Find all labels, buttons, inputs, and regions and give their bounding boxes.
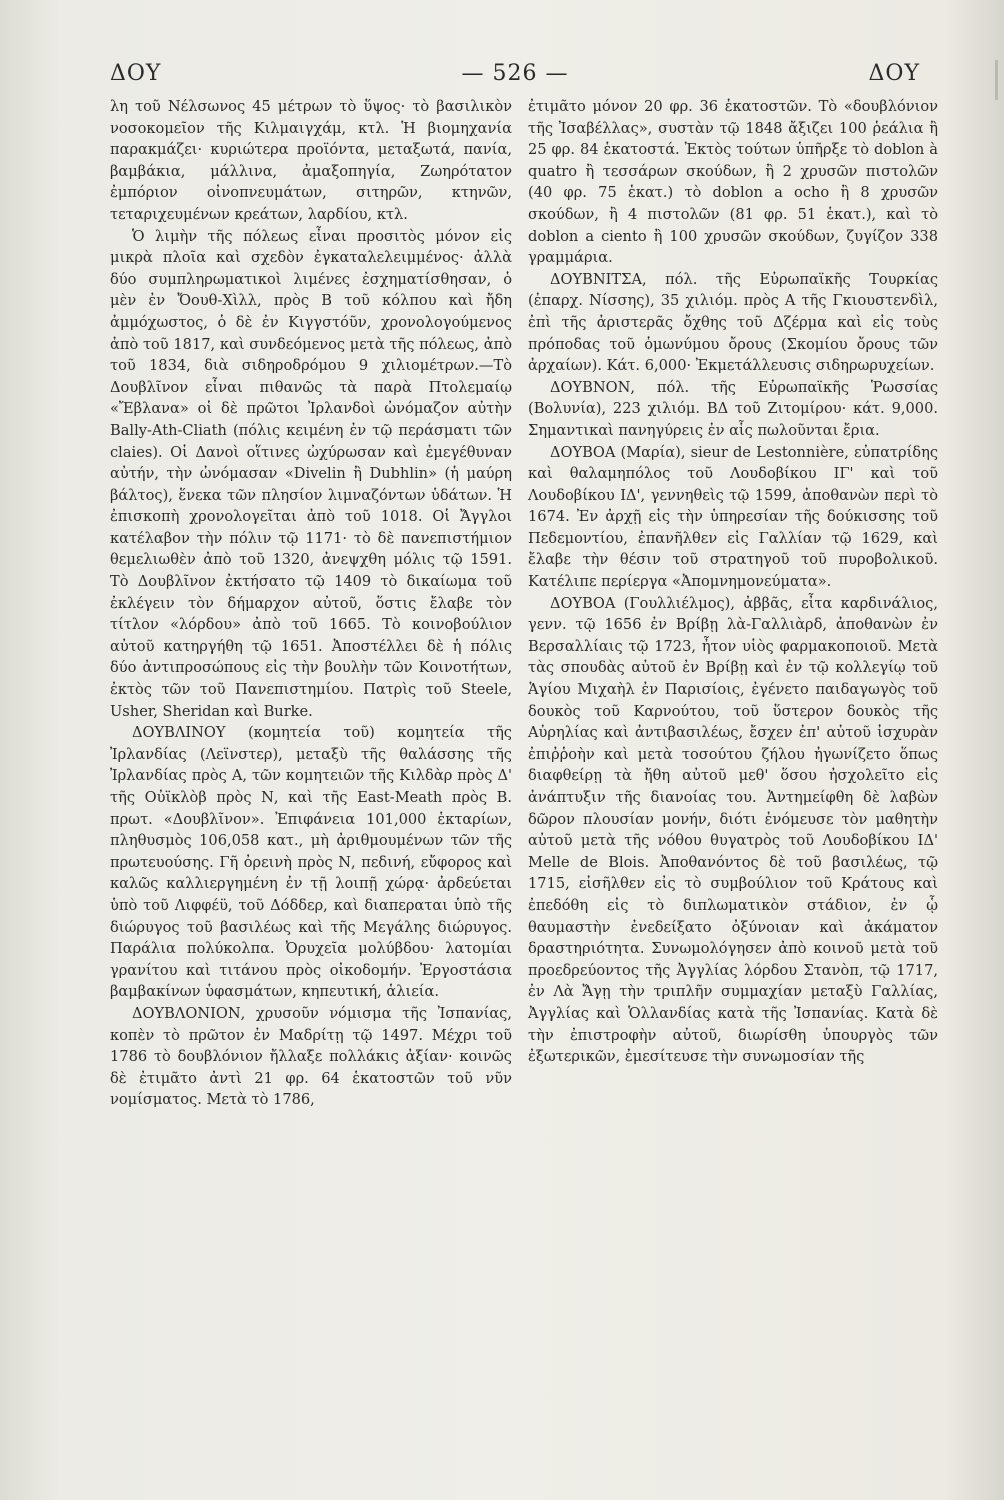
running-head-left: ΔΟΥ [110, 60, 162, 86]
entry-doublinou: ΔΟΥΒΛΙΝΟΥ (κομητεία τοῦ) κομητεία τῆς Ἰρλανδίας (Λεϊνστερ), μεταξὺ τῆς θαλάσσης τῆς Ἰρλανδίας πρὸς Α, τῶν κομητειῶν τῆς Κιλδὰρ πρὸς Δ' τῆς Οὐϊκλὸβ πρὸς Ν, καὶ τῆς East-Meath πρὸς Β. πρωτ. «Δουβλῖνον». Ἐπιφάνεια 101,000 ἑκταρίων, πληθυσμὸς 106,058 κατ., μὴ ἀριθμουμένων τῶν τῆς πρωτευούσης. Γῆ ὀρεινὴ πρὸς Ν, πεδινή, εὔφορος καὶ καλῶς καλλιεργημένη ἐν τῇ λοιπῇ χώρᾳ· ἀρδεύεται ὑπὸ τοῦ Λιφφέϋ, τοῦ Δόδδερ, καὶ διαπεραται ὑπὸ τῆς διώρυγος τοῦ βασιλέως καὶ τῆς Μεγάλης διώρυγος. Παράλια πολύκολπα. Ὀρυχεῖα μολύβδου· λατομίαι γρανίτου καὶ τιτάνου πρὸς οἰκοδομήν. Ἐργοστάσια βαμβακίνων ὑφασμάτων, κηπευτική, ἁλιεία. [110, 724, 512, 1001]
paragraph: λη τοῦ Νέλσωνος 45 μέτρων τὸ ὕψος· τὸ βασιλικὸν νοσοκομεῖον τῆς Κιλμαιγχάμ, κτλ. Ἡ βιομηχανία παρακμάζει· κυριώτερα προϊόντα, μεταξωτά, πανία, βαμβάκια, μάλλινα, ἀμαξοπηγία, Ζωηρότατον ἐμπόριον οἰνοπνευμάτων, σιτηρῶν, κτηνῶν, τεταριχευμένων κρεάτων, λαρδίου, κτλ. [110, 98, 512, 223]
entry-douboa-gouillelmos: ΔΟΥΒΟΑ (Γουλλιέλμος), ἀββᾶς, εἶτα καρδινάλιος, γενν. τῷ 1656 ἐν Βρίβῃ λὰ-Γαλλιὰρδ, ἀποθανὼν ἐν Βερσαλλίαις τῷ 1723, ἦτον υἱὸς φαρμακοποιοῦ. Μετὰ τὰς σπουδὰς αὐτοῦ ἐν Βρίβῃ καὶ ἐν τῷ κολλεγίῳ τοῦ Ἁγίου Μιχαὴλ ἐν Παρισίοις, ἐγένετο παιδαγωγὸς τοῦ δουκὸς τοῦ Καρνούτου, τοῦ ὕστερον δουκὸς τῆς Αὐρηλίας καὶ ἀντιβασιλέως, ἔσχεν ἐπ' αὐτοῦ ἰσχυρὰν ἐπιῤῥοὴν καὶ μετὰ τοσούτου ζήλου ἠγωνίζετο ὅπως διαφθείρῃ τὰ ἤθη αὐτοῦ μεθ' ὅσου ἠσχολεῖτο εἰς ἀνάπτυξιν τῆς διανοίας του. Ἀντημείφθη δὲ λαβὼν δῶρον πλουσίαν μονήν, διότι ἐνόμευσε τὸν μαθητὴν αὐτοῦ μετὰ τῆς νόθου θυγατρὸς τοῦ Λουδοβίκου ΙΔ' Melle de Blois. Ἀποθανόντος δὲ τοῦ βασιλέως, τῷ 1715, εἰσῆλθεν εἰς τὸ συμβούλιον τοῦ Κράτους καὶ ἐπεδόθη εἰς τὸ διπλωματικὸν στάδιον, ἐν ᾧ θαυμαστὴν ἐνεδείξατο ὀξύνοιαν καὶ ἀκάματον δραστηριότητα. Συνωμολόγησεν ἀπὸ κοινοῦ μετὰ τοῦ προεδρεύοντος τῆς Ἀγγλίας λόρδου Στανὸπ, τῷ 1717, ἐν Λὰ Ἄγῃ τὴν τριπλῆν συμμαχίαν μεταξὺ Γαλλίας, Ἀγγλίας καὶ Ὁλλανδίας κατὰ τῆς Ἰσπανίας. Κατὰ δὲ τὴν ἐπιστροφὴν αὐτοῦ, διωρίσθη ὑπουργὸς τῶν ἐξωτερικῶν, ἐμεσίτευσε τὴν συνωμοσίαν τῆς [528, 594, 938, 1066]
paragraph: Ὁ λιμὴν τῆς πόλεως εἶναι προσιτὸς μόνον εἰς μικρὰ πλοῖα καὶ σχεδὸν ἐγκαταλελειμμένος· ἀλλὰ δύο συμπληρωματικοὶ λιμένες ἐσχηματίσθησαν, ὁ μὲν ἐν Ὄουθ-Χὶλλ, πρὸς Β τοῦ κόλπου καὶ ἤδη ἀμμόχωστος, ὁ δὲ ἐν Κιγγστόῦν, χρονολογούμενος ἀπὸ τοῦ 1817, καὶ συνδεόμενος μετὰ τῆς πόλεως, ἀπὸ τοῦ 1834, διὰ σιδηροδρόμου 9 χιλιομέτρων.—Τὸ Δουβλῖνον εἶναι πιθανῶς τὰ παρὰ Πτολεμαίῳ «Ἔβλανα» οἱ δὲ πρῶτοι Ἰρλανδοὶ ὠνόμαζον αὐτὴν Bally-Ath-Cliath (πόλις κειμένη ἐν τῷ περάσματι τῶν claies). Οἱ Δανοὶ οἵτινες ὠχύρωσαν καὶ ἐμεγέθυναν αὐτήν, τὴν ὠνόμασαν «Divelin ἢ Dubhlin» (ἡ μαύρη βάλτος), ἕνεκα τῶν πλησίον λιμναζόντων ὑδάτων. Ἡ ἐπισκοπὴ χρονολογεῖται ἀπὸ τοῦ 1018. Οἱ Ἄγγλοι κατέλαβον τὴν πόλιν τῷ 1171· τὸ δὲ πανεπιστήμιον θεμελιωθὲν ἀπὸ τοῦ 1320, ἀνεψχθη μόλις τῷ 1591. Τὸ Δουβλῖνον ἐκτήσατο τῷ 1409 τὸ δικαίωμα τοῦ ἐκλέγειν τὸν δήμαρχον αὐτοῦ, ὅστις ἔλαβε τὸν τίτλον «λόρδου» ἀπὸ τοῦ 1665. Τὸ κοινοβούλιον αὐτοῦ κατηργήθη τῷ 1651. Ἀποστέλλει δὲ ἡ πόλις δύο ἀντιπροσώπους εἰς τὴν βουλὴν τῶν Κοινοτήτων, ἐκτὸς τῶν τοῦ Πανεπιστημίου. Πατρὶς τοῦ Steele, Usher, Sheridan καὶ Burke. [110, 227, 512, 720]
entry-doubnitsa: ΔΟΥΒΝΙΤΣΑ, πόλ. τῆς Εὐρωπαϊκῆς Τουρκίας (ἐπαρχ. Νίσσης), 35 χιλιόμ. πρὸς Α τῆς Γκιουστενδὶλ, ἐπὶ τῆς ἀριστερᾶς ὄχθης τοῦ Δζέρμα καὶ εἰς τοὺς πρόποδας τοῦ ὁμωνύμου ὄρους (Σκομίου ὄρους τῶν ἀρχαίων). Κάτ. 6,000· Ἐκμετάλλευσις σιδηρωρυχείων. [528, 270, 938, 375]
page-header [110, 56, 920, 90]
right-column [528, 96, 938, 1068]
entry-doublonion: ΔΟΥΒΛΟΝΙΟΝ, χρυσοῦν νόμισμα τῆς Ἰσπανίας, κοπὲν τὸ πρῶτον ἐν Μαδρίτῃ τῷ 1497. Μέχρι τοῦ 1786 τὸ δουβλόνιον ἤλλαξε πολλάκις ἀξίαν· κοινῶς δὲ ἐτιμᾶτο ἀντὶ 21 φρ. 64 ἑκατοστῶν τοῦ νῦν νομίσματος. Μετὰ τὸ 1786, [110, 1004, 512, 1109]
page-edge-mark [995, 60, 998, 100]
entry-doubnon: ΔΟΥΒΝΟΝ, πόλ. τῆς Εὐρωπαϊκῆς Ῥωσσίας (Βολυνία), 223 χιλιόμ. ΒΔ τοῦ Ζιτομίρου· κάτ. 9,000. Σημαντικαὶ πανηγύρεις ἐν αἷς πωλοῦνται ἔρια. [528, 378, 938, 439]
entry-douboa-maria: ΔΟΥΒΟΑ (Μαρία), sieur de Lestonnière, εὐπατρίδης καὶ θαλαμηπόλος τοῦ Λουδοβίκου ΙΓ' καὶ τοῦ Λουδοβίκου ΙΔ', γεννηθεὶς τῷ 1599, ἀποθανὼν περὶ τὸ 1674. Ἐν ἀρχῇ εἰς τὴν ὑπηρεσίαν τῆς δούκισσης τοῦ Πεδεμοντίου, ἐπανῆλθεν εἰς Γαλλίαν τῷ 1629, καὶ ἔλαβε τὴν θέσιν τοῦ στρατηγοῦ τοῦ πυροβολικοῦ. Κατέλιπε περίεργα «Ἀπομνημονεύματα». [528, 443, 938, 591]
page-number: — 526 — [461, 60, 569, 86]
running-head-right: ΔΟΥ [868, 60, 920, 86]
left-column [110, 96, 512, 1111]
paragraph: ἐτιμᾶτο μόνον 20 φρ. 36 ἑκατοστῶν. Τὸ «δουβλόνιον τῆς Ἰσαβέλλας», συστὰν τῷ 1848 ἄξιζει 100 ῥεάλια ἢ 25 φρ. 84 ἑκατοστά. Ἐκτὸς τούτων ὑπῆρξε τὸ doblon à quatro ἢ τεσσάρων σκούδων, ἢ 2 χρυσῶν πιστολῶν (40 φρ. 75 ἑκατ.) τὸ doblon a ocho ἢ 8 χρυσῶν σκούδων, ἢ 4 πιστολῶν (81 φρ. 51 ἑκατ.), καὶ τὸ doblon a ciento ἢ 100 χρυσῶν σκούδων, ζυγίζον 338 γραμμάρια. [528, 98, 938, 267]
